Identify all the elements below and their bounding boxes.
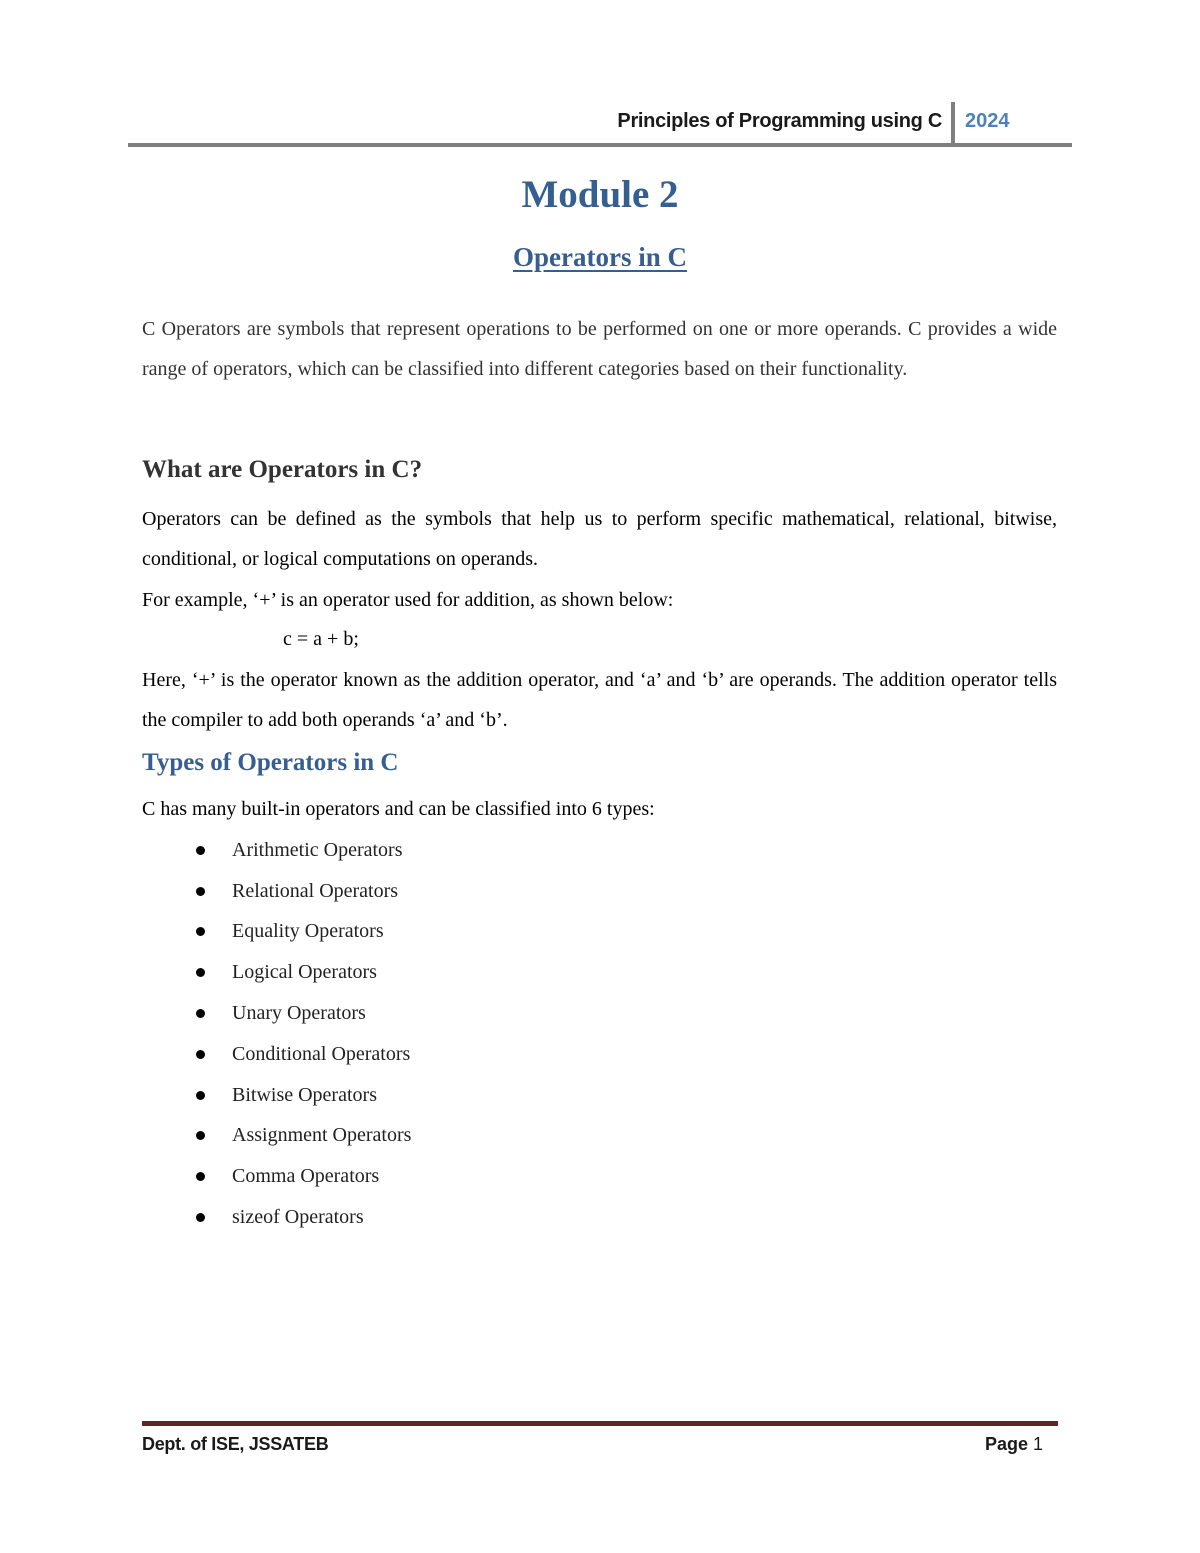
bullet-icon — [196, 1050, 205, 1059]
section-title: Operators in C — [513, 242, 687, 272]
running-header-title: Principles of Programming using C — [617, 110, 942, 132]
definition-paragraph: Operators can be defined as the symbols that help us to perform specific mathematical, relational, bitwise, conditional, or logical computations on operands. — [142, 508, 1057, 570]
list-item — [193, 1034, 411, 1075]
footer-page-number — [985, 1434, 1043, 1455]
module-title: Module 2 — [521, 173, 679, 216]
bullet-icon — [196, 968, 205, 977]
list-item — [193, 1197, 411, 1238]
what-are-operators-heading: What are Operators in C? — [142, 456, 423, 483]
list-item-label: Unary Operators — [232, 1002, 366, 1025]
list-item-label: Equality Operators — [232, 920, 384, 943]
list-item-label: Conditional Operators — [232, 1042, 411, 1065]
list-item — [193, 830, 411, 871]
explanation-paragraph: Here, ‘+’ is the operator known as the addition operator, and ‘a’ and ‘b’ are operands. The addition operator tells the compiler to add both operands ‘a’ and ‘b’. — [142, 669, 1057, 731]
list-item — [193, 1075, 411, 1116]
header-rule — [128, 143, 1072, 147]
bullet-icon — [196, 1172, 205, 1181]
page-number: 1 — [1032, 1434, 1043, 1454]
list-item-label: Logical Operators — [232, 961, 377, 984]
list-item-label: Assignment Operators — [232, 1124, 412, 1147]
bullet-icon — [196, 1131, 205, 1140]
bullet-icon — [196, 927, 205, 936]
page-label: Page — [984, 1434, 1028, 1454]
code-example: c = a + b; — [283, 628, 359, 650]
list-item — [193, 871, 411, 912]
operator-types-list — [193, 830, 411, 1238]
types-heading: Types of Operators in C — [142, 749, 399, 776]
bullet-icon — [196, 887, 205, 896]
list-item — [193, 993, 411, 1034]
bullet-icon — [196, 1009, 205, 1018]
list-item — [193, 1116, 411, 1157]
bullet-icon — [196, 1091, 205, 1100]
intro-paragraph: C Operators are symbols that represent operations to be performed on one or more operands. C provides a wide range of operators, which can be classified into different categories based on their functionality. — [142, 318, 1057, 380]
list-item — [193, 912, 411, 953]
list-item-label: Bitwise Operators — [232, 1083, 377, 1106]
footer-rule — [142, 1421, 1058, 1426]
example-intro: For example, ‘+’ is an operator used for addition, as shown below: — [142, 589, 674, 611]
running-header-year: 2024 — [965, 110, 1010, 132]
header-separator — [951, 102, 955, 144]
list-item — [193, 1156, 411, 1197]
bullet-icon — [196, 846, 205, 855]
footer-department: Dept. of ISE, JSSATEB — [142, 1434, 329, 1454]
list-item — [193, 952, 411, 993]
types-intro: C has many built-in operators and can be classified into 6 types: — [142, 798, 655, 820]
list-item-label: sizeof Operators — [232, 1206, 364, 1229]
list-item-label: Arithmetic Operators — [232, 838, 403, 861]
bullet-icon — [196, 1213, 205, 1222]
list-item-label: Comma Operators — [232, 1165, 380, 1188]
list-item-label: Relational Operators — [232, 879, 399, 902]
